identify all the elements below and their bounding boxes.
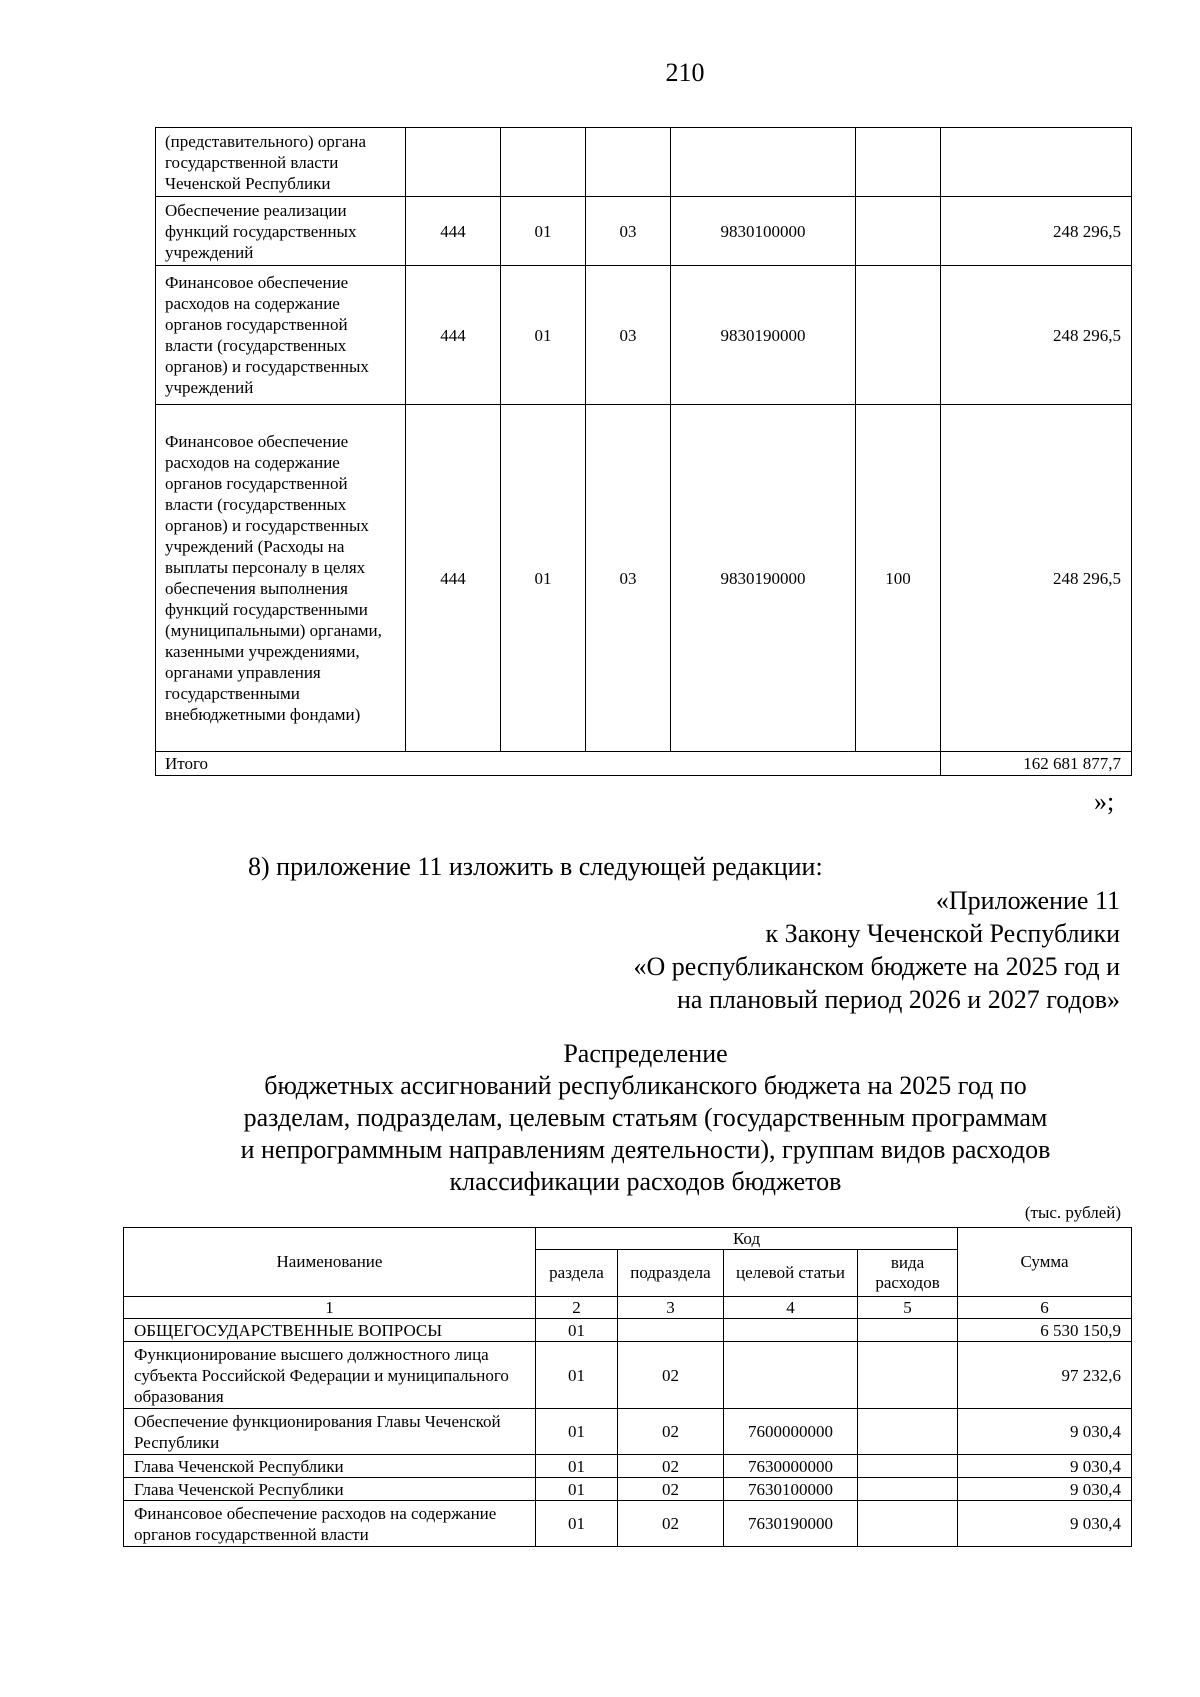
amendment-item: 8) приложение 11 изложить в следующей редакции: — [248, 852, 823, 881]
title-line: бюджетных ассигнований республиканского бюджета на 2025 год по — [264, 1071, 1027, 1100]
row-csr: 7630000000 — [724, 1455, 858, 1478]
row-razdel: 01 — [536, 1409, 618, 1455]
appendix-line: «О республиканском бюджете на 2025 год и — [633, 952, 1120, 981]
row-csr — [671, 128, 856, 197]
row-razdel: 01 — [536, 1478, 618, 1501]
table-row — [156, 128, 1132, 197]
table-row — [156, 266, 1132, 405]
table-row — [156, 405, 1132, 752]
document-title — [190, 1038, 1101, 1198]
header-name: Наименование — [124, 1228, 536, 1297]
row-razdel: 01 — [501, 405, 586, 752]
row-razdel: 01 — [501, 197, 586, 266]
table-row — [124, 1501, 1132, 1547]
closing-quote-mark: »; — [1094, 787, 1115, 816]
title-line: разделам, подразделам, целевым статьям (государственным программам — [243, 1103, 1048, 1132]
row-csr: 7600000000 — [724, 1409, 858, 1455]
row-vr — [858, 1455, 958, 1478]
row-name: Финансовое обеспечение расходов на содержание органов государственной власти (государственных органов) и государственных учреждений — [156, 266, 406, 405]
row-razdel — [501, 128, 586, 197]
row-ved: 444 — [406, 266, 501, 405]
table-row — [124, 1478, 1132, 1501]
row-podrazdel: 03 — [586, 266, 671, 405]
row-name: (представительного) органа государственной власти Чеченской Республики — [156, 128, 406, 197]
row-name: Обеспечение функционирования Главы Чеченской Республики — [124, 1409, 536, 1455]
title-line: и непрограммным направлениям деятельности), группам видов расходов — [240, 1135, 1051, 1164]
row-csr: 9830100000 — [671, 197, 856, 266]
row-podrazdel: 03 — [586, 197, 671, 266]
appendix-header — [633, 884, 1120, 1016]
row-razdel: 01 — [536, 1455, 618, 1478]
row-vr — [858, 1478, 958, 1501]
row-podrazdel: 02 — [618, 1478, 724, 1501]
row-sum: 9 030,4 — [958, 1455, 1132, 1478]
row-vr — [858, 1501, 958, 1547]
row-vr — [858, 1319, 958, 1342]
row-sum — [941, 128, 1132, 197]
row-sum: 248 296,5 — [941, 197, 1132, 266]
table-row — [124, 1455, 1132, 1478]
row-name: Функционирование высшего должностного лица субъекта Российской Федерации и муниципального образования — [124, 1342, 536, 1409]
row-csr: 9830190000 — [671, 266, 856, 405]
row-name: Финансовое обеспечение расходов на содержание органов государственной власти (государственных органов) и государственных учреждений (Расходы на выплаты персоналу в целях обеспечения выполнения функций государственными (муниципальными) органами, казенными учреждениями, органами управления государственными внебюджетными фондами) — [156, 405, 406, 752]
column-number: 2 — [536, 1297, 618, 1319]
header-csr: целевой статьи — [724, 1250, 858, 1297]
row-ved: 444 — [406, 197, 501, 266]
table-row — [124, 1409, 1132, 1455]
row-name: Глава Чеченской Республики — [124, 1478, 536, 1501]
row-name: ОБЩЕГОСУДАРСТВЕННЫЕ ВОПРОСЫ — [124, 1319, 536, 1342]
expenditure-table-continued — [155, 127, 1132, 776]
row-podrazdel: 02 — [618, 1409, 724, 1455]
row-podrazdel: 02 — [618, 1342, 724, 1409]
page-number: 210 — [665, 58, 705, 87]
row-csr — [724, 1319, 858, 1342]
row-razdel: 01 — [501, 266, 586, 405]
row-ved: 444 — [406, 405, 501, 752]
row-name: Обеспечение реализации функций государственных учреждений — [156, 197, 406, 266]
row-sum: 9 030,4 — [958, 1409, 1132, 1455]
row-razdel: 01 — [536, 1342, 618, 1409]
row-csr: 7630190000 — [724, 1501, 858, 1547]
total-sum: 162 681 877,7 — [941, 752, 1132, 776]
row-vr — [858, 1409, 958, 1455]
row-sum: 6 530 150,9 — [958, 1319, 1132, 1342]
row-vr — [856, 197, 941, 266]
row-sum: 9 030,4 — [958, 1478, 1132, 1501]
column-number: 1 — [124, 1297, 536, 1319]
column-number: 6 — [958, 1297, 1132, 1319]
header-vr: вида расходов — [858, 1250, 958, 1297]
header-podrazdel: подраздела — [618, 1250, 724, 1297]
appendix-line: «Приложение 11 — [935, 886, 1120, 915]
row-sum: 248 296,5 — [941, 266, 1132, 405]
row-vr — [856, 128, 941, 197]
row-sum: 9 030,4 — [958, 1501, 1132, 1547]
row-sum: 97 232,6 — [958, 1342, 1132, 1409]
row-csr: 9830190000 — [671, 405, 856, 752]
title-line: Распределение — [563, 1039, 728, 1068]
total-row — [156, 752, 1132, 776]
row-razdel: 01 — [536, 1501, 618, 1547]
row-podrazdel — [586, 128, 671, 197]
row-csr — [724, 1342, 858, 1409]
row-vr — [856, 266, 941, 405]
row-podrazdel: 03 — [586, 405, 671, 752]
column-number: 3 — [618, 1297, 724, 1319]
row-podrazdel: 02 — [618, 1501, 724, 1547]
row-vr: 100 — [856, 405, 941, 752]
header-row — [124, 1228, 1132, 1250]
column-number: 4 — [724, 1297, 858, 1319]
appendix-line: к Закону Чеченской Республики — [765, 919, 1120, 948]
row-ved — [406, 128, 501, 197]
table-row — [124, 1342, 1132, 1409]
appendix-line: на плановый период 2026 и 2027 годов» — [677, 985, 1120, 1014]
table-row — [156, 197, 1132, 266]
row-podrazdel — [618, 1319, 724, 1342]
title-line: классификации расходов бюджетов — [449, 1167, 842, 1196]
header-razdel: раздела — [536, 1250, 618, 1297]
column-number-row — [124, 1297, 1132, 1319]
table-row — [124, 1319, 1132, 1342]
row-vr — [858, 1342, 958, 1409]
row-name: Глава Чеченской Республики — [124, 1455, 536, 1478]
header-sum: Сумма — [958, 1228, 1132, 1297]
row-csr: 7630100000 — [724, 1478, 858, 1501]
total-label: Итого — [156, 752, 941, 776]
budget-distribution-table — [123, 1227, 1132, 1547]
row-sum: 248 296,5 — [941, 405, 1132, 752]
row-name: Финансовое обеспечение расходов на содержание органов государственной власти — [124, 1501, 536, 1547]
units-note: (тыс. рублей) — [1024, 1203, 1121, 1222]
column-number: 5 — [858, 1297, 958, 1319]
row-podrazdel: 02 — [618, 1455, 724, 1478]
row-razdel: 01 — [536, 1319, 618, 1342]
header-code: Код — [536, 1228, 958, 1250]
